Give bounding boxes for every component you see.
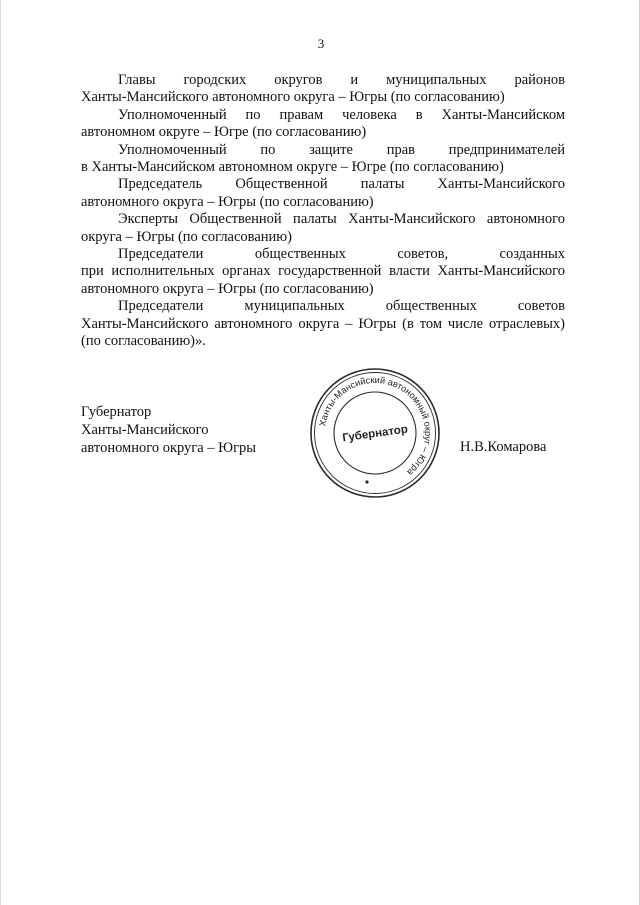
page-number: 3 bbox=[317, 36, 325, 51]
list-paragraph bbox=[81, 246, 565, 298]
list-paragraph bbox=[81, 142, 565, 177]
member-list bbox=[81, 72, 565, 351]
list-paragraph bbox=[81, 298, 565, 350]
paragraph-continuation: Ханты-Мансийского автономного округа – Югры (в том числе отраслевых) (по согласованию)». bbox=[81, 315, 565, 350]
paragraph-first-line: Председатели общественных советов, созданных bbox=[118, 246, 565, 263]
official-seal-stamp bbox=[307, 365, 443, 501]
signatory-title-line: автономного округа – Югры bbox=[81, 440, 257, 456]
paragraph-first-line: Председатель Общественной палаты Ханты-Мансийского bbox=[118, 176, 565, 193]
paragraph-continuation: автономном округе – Югре (по согласованию) bbox=[81, 124, 367, 141]
list-paragraph bbox=[81, 72, 565, 107]
paragraph-continuation: при исполнительных органах государственной власти Ханты-Мансийского автономного округа – Югры (по согласованию) bbox=[81, 263, 565, 297]
list-paragraph bbox=[81, 176, 565, 211]
paragraph-continuation: Ханты-Мансийского автономного округа – Югры (по согласованию) bbox=[81, 89, 505, 106]
paragraph-continuation: в Ханты-Мансийском автономном округе – Югре (по согласованию) bbox=[81, 159, 504, 176]
signatory-title-line: Ханты-Мансийского bbox=[81, 422, 209, 438]
seal-dot bbox=[365, 480, 368, 483]
paragraph-continuation: округа – Югры (по согласованию) bbox=[81, 228, 292, 245]
paragraph-first-line: Уполномоченный по защите прав предпринимателей bbox=[118, 141, 565, 158]
signer-name: Н.В.Комарова bbox=[460, 439, 547, 455]
list-paragraph bbox=[81, 211, 565, 246]
paragraph-first-line: Эксперты Общественной палаты Ханты-Мансийского автономного bbox=[118, 211, 565, 228]
seal-graphic bbox=[307, 365, 443, 501]
paragraph-first-line: Главы городских округов и муниципальных районов bbox=[118, 72, 565, 88]
signatory-title-line: Губернатор bbox=[81, 404, 152, 420]
paragraph-first-line: Уполномоченный по правам человека в Ханты-Мансийском bbox=[118, 106, 565, 123]
list-paragraph bbox=[81, 107, 565, 142]
paragraph-first-line: Председатели муниципальных общественных советов bbox=[118, 298, 565, 315]
signatory-title bbox=[81, 403, 281, 457]
seal-center-text: Губернатор bbox=[341, 423, 409, 445]
seal-ring-text: Ханты-Мансийский автономный округ – Югра bbox=[317, 374, 434, 478]
paragraph-continuation: автономного округа – Югры (по согласованию) bbox=[81, 193, 374, 210]
